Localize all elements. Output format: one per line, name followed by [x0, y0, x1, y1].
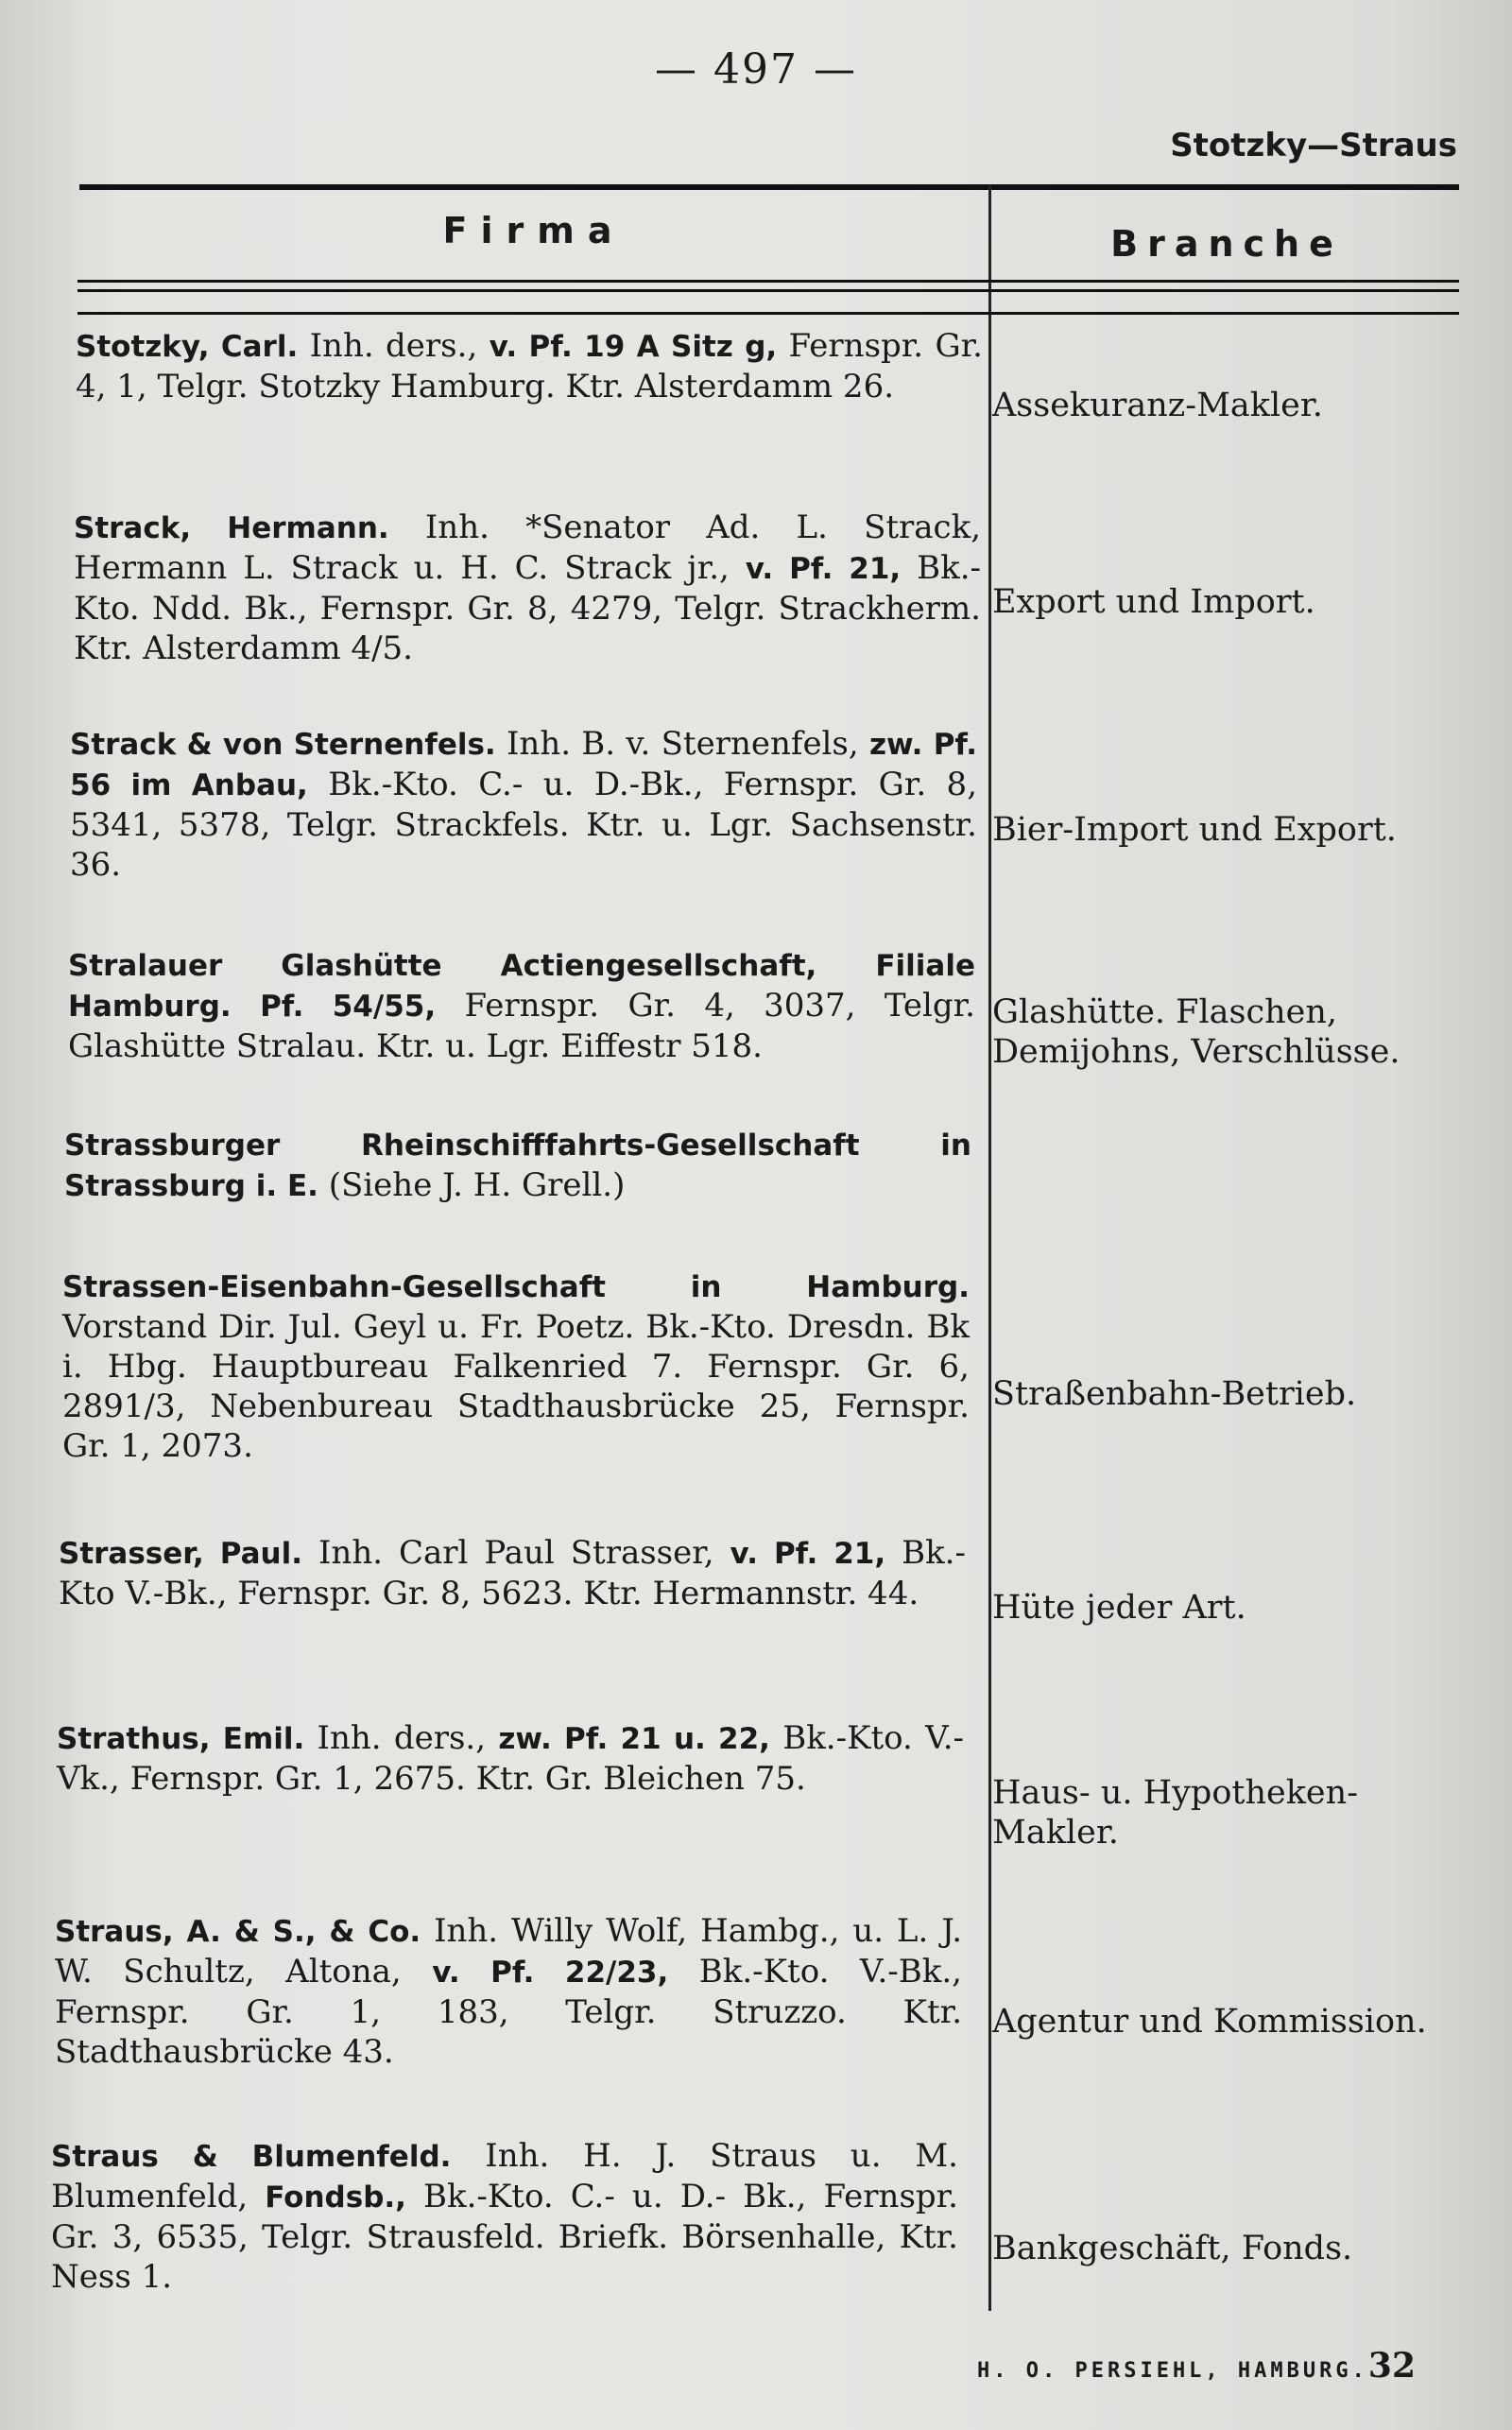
firm-details: Inh. Carl Paul Strasser, [302, 1534, 730, 1572]
firm-details: Bk.-Kto. C.- u. D.-Bk., Fernspr. Gr. 8, 5341, 5378, Telgr. Strackfels. Ktr. u. Lgr. Sachsenstr. 36. [70, 766, 977, 884]
firm-details: Inh. ders., [304, 1719, 499, 1757]
firm-details: Bk.-Kto. V.-Vk., Fernspr. Gr. 1, 2675. Ktr. Gr. Bleichen 75. [57, 1719, 964, 1798]
firm-entry [70, 724, 977, 885]
firm-details: Bk.-Kto V.-Bk., Fernspr. Gr. 8, 5623. Ktr. Hermannstr. 44. [59, 1534, 966, 1612]
firm-name: Stotzky, Carl. [76, 330, 299, 364]
header-rule [77, 312, 1459, 315]
firm-name: Strack, Hermann. [74, 511, 389, 545]
firm-entry [55, 1911, 962, 2072]
printer-name: H. O. PERSIEHL, HAMBURG. [977, 2359, 1368, 2383]
firm-name: Stralauer Glashütte Actiengesellschaft, Filiale Hamburg. [68, 949, 975, 1024]
firm-name: Straus, A. & S., & Co. [55, 1915, 421, 1949]
firm-entry [74, 508, 981, 668]
firm-details: Fernspr. Gr. 4, 1, Telgr. Stotzky Hamburg. Ktr. Alsterdamm 26. [76, 327, 983, 405]
header-rule [77, 280, 1459, 283]
firm-postbox: v. Pf. 22/23, [432, 1956, 669, 1990]
firm-details: Inh. ders., [298, 327, 490, 365]
branche-text: Bankgeschäft, Fonds. [992, 2230, 1353, 2267]
firm-postbox: Pf. 54/55, [260, 990, 437, 1024]
firm-name: Straus & Blumenfeld. [51, 2140, 452, 2174]
firm-name: Strasser, Paul. [59, 1537, 303, 1571]
firm-details: Bk.-Kto. Ndd. Bk., Fernspr. Gr. 8, 4279, Telgr. Strackherm. Ktr. Alsterdamm 4/5. [74, 549, 982, 667]
firm-entry [57, 1718, 964, 1799]
column-header-firma: Firma [442, 210, 626, 251]
firm-entry [51, 2136, 958, 2297]
branche-text: Straßenbahn-Betrieb. [992, 1375, 1357, 1413]
firm-name: Strathus, Emil. [57, 1722, 305, 1756]
firm-details: Inh. *Senator Ad. L. Strack, Hermann L. Strack u. H. C. Strack jr., [74, 508, 982, 587]
page-number: — 497 — [655, 45, 857, 94]
firm-entry [59, 1533, 966, 1613]
branche-text: Haus- u. Hypotheken-Makler. [992, 1774, 1359, 1852]
firm-name: Strassen-Eisenbahn-Gesellschaft in Hamburg. [62, 1270, 970, 1304]
firm-details: Inh. H. J. Straus u. M. Blumenfeld, [51, 2137, 958, 2215]
top-rule [79, 184, 1459, 190]
header-rule [77, 289, 1459, 292]
printer-imprint [977, 2346, 1416, 2386]
branche-text: Glashütte. Flaschen, Demijohns, Verschlüsse. [992, 993, 1400, 1071]
column-header-branche: Branche [1110, 223, 1343, 265]
sheet-number: 32 [1367, 2346, 1416, 2386]
firm-entry [68, 945, 975, 1066]
branche-text: Agentur und Kommission. [992, 2003, 1427, 2041]
firm-postbox: zw. Pf. 21 u. 22, [498, 1722, 770, 1756]
firm-details: Inh. B. v. Sternenfels, [495, 725, 869, 763]
firm-details: Vorstand Dir. Jul. Geyl u. Fr. Poetz. Bk.-Kto. Dresdn. Bk i. Hbg. Hauptbureau Falkenried 7. Fernspr. Gr. 6, 2891/3, Nebenbureau Stadthausbrücke 25, Fernspr. Gr. 1, 2073. [62, 1308, 970, 1465]
firm-details: Fernspr. Gr. 4, 3037, Telgr. Glashütte Stralau. Ktr. u. Lgr. Eiffestr 518. [68, 987, 975, 1065]
firm-name: Strassburger Rheinschifffahrts-Gesellschaft in Strassburg i. E. [64, 1129, 971, 1203]
firm-name: Strack & von Sternenfels. [70, 728, 496, 762]
firm-postbox: v. Pf. 21, [730, 1537, 886, 1571]
firm-details: Inh. Willy Wolf, Hambg., u. L. J. W. Schultz, Altona, [55, 1912, 962, 1991]
firm-postbox: v. Pf. 21, [745, 552, 902, 586]
firm-postbox: Fondsb., [265, 2180, 406, 2215]
firm-details: Bk.-Kto. C.- u. D.- Bk., Fernspr. Gr. 3, 6535, Telgr. Strausfeld. Briefk. Börsenhalle, Ktr. Ness 1. [51, 2178, 958, 2296]
firm-entry [64, 1125, 971, 1206]
firm-entry [62, 1267, 970, 1467]
firm-details: (Siehe J. H. Grell.) [318, 1166, 626, 1204]
firm-postbox: zw. Pf. 56 im Anbau, [70, 728, 977, 802]
firm-details: Bk.-Kto. V.-Bk., Fernspr. Gr. 1, 183, Telgr. Struzzo. Ktr. Stadthausbrücke 43. [55, 1953, 962, 2071]
branche-text: Assekuranz-Makler. [992, 387, 1323, 424]
running-head: Stotzky—Straus [1170, 127, 1457, 164]
branche-text: Bier-Import und Export. [992, 811, 1397, 849]
firm-entry [76, 326, 983, 406]
branche-text: Hüte jeder Art. [992, 1589, 1246, 1627]
column-divider [988, 184, 991, 2311]
firm-details [232, 987, 260, 1025]
firm-postbox: v. Pf. 19 A Sitz g, [489, 330, 778, 364]
branche-text: Export und Import. [992, 583, 1315, 621]
